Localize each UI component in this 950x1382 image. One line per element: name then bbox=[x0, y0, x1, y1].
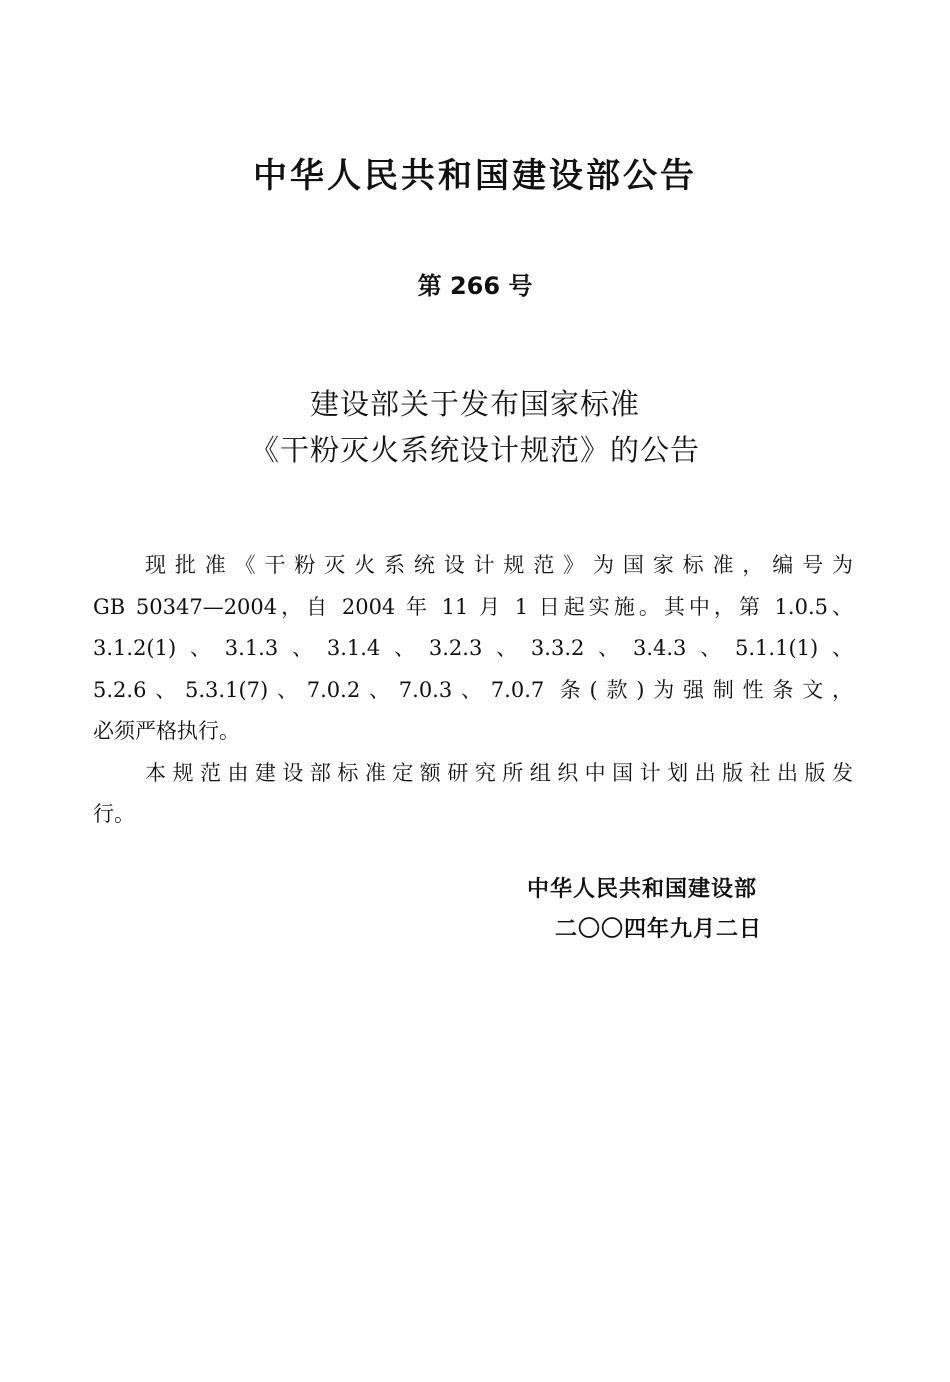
signature-organization: 中华人民共和国建设部 bbox=[527, 877, 758, 902]
signature-date: 二〇〇四年九月二日 bbox=[555, 917, 763, 942]
body-line: 5.2.6、5.3.1(7)、7.0.2、7.0.3、7.0.7 条(款)为强制性条文， bbox=[93, 677, 853, 702]
body-line: GB 50347—2004，自 2004 年 11 月 1 日起实施。其中，第 1.0.5、 bbox=[93, 594, 853, 619]
subtitle-line-2: 《干粉灭火系统设计规范》的公告 bbox=[249, 433, 700, 467]
body-line: 3.1.2(1)、3.1.3、3.1.4、3.2.3、3.3.2、3.4.3、5.1.1(1)、 bbox=[93, 636, 853, 660]
body-line: 行。 bbox=[93, 802, 135, 826]
page-title: 中华人民共和国建设部公告 bbox=[253, 156, 697, 196]
announcement-body bbox=[93, 545, 853, 836]
body-line: 本规范由建设部标准定额研究所组织中国计划出版社出版发 bbox=[145, 760, 853, 785]
body-line: 必须严格执行。 bbox=[93, 719, 240, 743]
body-line: 现批准《干粉灭火系统设计规范》为国家标准，编号为 bbox=[145, 553, 853, 577]
subtitle-line-1: 建设部关于发布国家标准 bbox=[309, 387, 640, 421]
announcement-number: 第 266 号 bbox=[417, 272, 533, 300]
